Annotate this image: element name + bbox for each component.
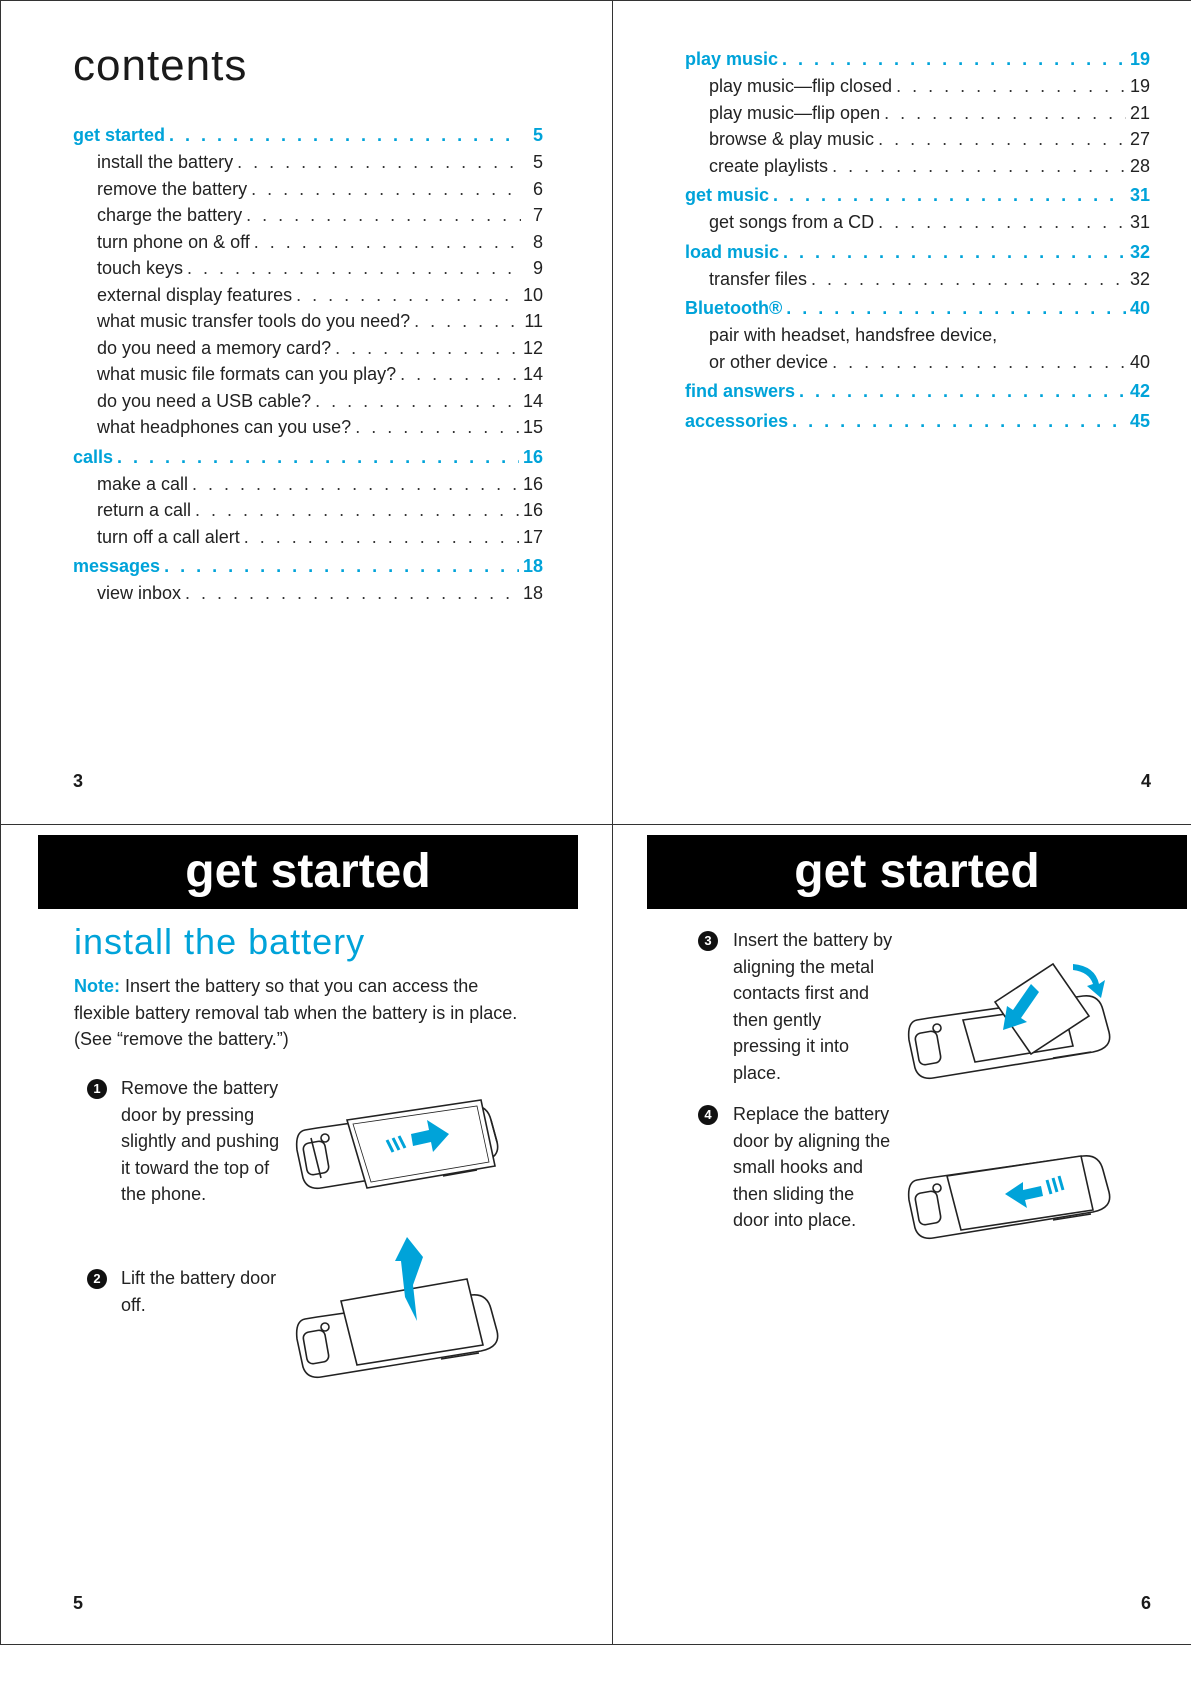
toc-page-number: 16 — [522, 446, 543, 467]
toc-entry-row[interactable] — [73, 524, 543, 551]
toc-leader-dots — [878, 209, 1126, 236]
toc-entry-row[interactable] — [685, 100, 1150, 127]
toc-leader-dots — [792, 408, 1126, 435]
toc-leader-dots — [782, 46, 1126, 73]
toc-page-number: 31 — [1129, 212, 1150, 232]
step-line: Remove the battery — [121, 1078, 279, 1098]
toc-leader-dots — [246, 202, 521, 229]
toc-leader-dots — [783, 239, 1126, 266]
toc-leader-dots — [414, 308, 520, 335]
toc-page-number: 8 — [532, 231, 543, 252]
toc-entry-title: turn phone on & off — [97, 229, 254, 256]
toc-entry-row[interactable] — [73, 308, 543, 335]
toc-entry-title: install the battery — [97, 149, 237, 176]
toc-leader-dots — [195, 497, 519, 524]
toc-leader-dots — [878, 126, 1126, 153]
toc-entry-title: charge the battery — [97, 202, 246, 229]
toc-entry-row[interactable] — [73, 282, 543, 309]
toc-page-number: 42 — [1129, 381, 1150, 401]
toc-leader-dots — [884, 100, 1126, 127]
toc-leader-dots — [355, 414, 519, 441]
step-number-3: 3 — [698, 931, 718, 951]
toc-page-number: 11 — [524, 311, 543, 331]
phone-battery-insert-illustration — [903, 950, 1133, 1100]
toc-entry-row[interactable] — [73, 229, 543, 256]
step-line: door into place. — [733, 1210, 857, 1230]
toc-entry-row[interactable] — [73, 497, 543, 524]
toc-leader-dots — [117, 444, 519, 471]
toc-entry-title: do you need a memory card? — [97, 335, 335, 362]
toc-page-number: 19 — [1129, 76, 1150, 96]
step-line: Insert the battery by — [733, 930, 893, 950]
toc-leader-dots — [799, 378, 1126, 405]
toc-page-number: 14 — [522, 390, 543, 411]
page-5 — [0, 825, 612, 1645]
toc-entry-title: get songs from a CD — [709, 209, 878, 236]
step-line: slightly and pushing — [121, 1131, 280, 1151]
toc-section-row[interactable] — [685, 295, 1150, 322]
toc-entry-title: or other device — [709, 349, 832, 376]
step-line: then sliding the — [733, 1183, 855, 1204]
toc-page-number: 31 — [1129, 185, 1150, 205]
toc-entry-row[interactable] — [685, 73, 1150, 100]
step-line: Lift the battery door — [121, 1268, 277, 1288]
toc-page-number: 9 — [532, 258, 543, 278]
toc-leader-dots — [244, 524, 519, 551]
page-3 — [0, 0, 612, 825]
toc-entry-title: touch keys — [97, 255, 187, 282]
section-heading: install the battery — [74, 921, 366, 962]
toc-page-number: 32 — [1129, 241, 1150, 262]
toc-page-number: 5 — [532, 152, 543, 172]
step-number-1: 1 — [87, 1079, 107, 1099]
toc-leader-dots — [185, 580, 519, 607]
toc-page-number: 10 — [522, 284, 543, 305]
toc-entry-title: what music transfer tools do you need? — [97, 308, 414, 335]
toc-page-number: 14 — [522, 364, 543, 384]
toc-page-number: 21 — [1129, 102, 1150, 123]
toc-section-title: get started — [73, 122, 169, 149]
toc-page-number: 18 — [522, 583, 543, 603]
chapter-banner: get started — [647, 835, 1187, 909]
toc-entry-row[interactable] — [73, 202, 543, 229]
step-line: Replace the battery — [733, 1104, 890, 1124]
toc-entry-title: external display features — [97, 282, 296, 309]
toc-page-3 — [73, 119, 543, 607]
step-line: contacts first and — [733, 983, 870, 1003]
step-line: then gently — [733, 1009, 822, 1030]
toc-entry-row[interactable] — [73, 388, 543, 415]
step-number-2: 2 — [87, 1269, 107, 1289]
toc-section-row[interactable] — [685, 239, 1150, 266]
phone-battery-lift-illustration — [291, 1235, 521, 1395]
toc-page-number: 12 — [522, 337, 543, 358]
toc-leader-dots — [811, 266, 1126, 293]
toc-section-title: accessories — [685, 408, 792, 435]
toc-page-4 — [685, 43, 1150, 435]
toc-entry-row[interactable] — [73, 471, 543, 498]
toc-entry-title: do you need a USB cable? — [97, 388, 315, 415]
step-4-text — [733, 1101, 913, 1234]
toc-entry-row[interactable] — [685, 209, 1150, 236]
toc-leader-dots — [786, 295, 1126, 322]
toc-page-number: 5 — [532, 125, 543, 145]
page-6 — [612, 825, 1191, 1645]
toc-section-title: get music — [685, 182, 773, 209]
toc-entry-row[interactable] — [73, 361, 543, 388]
toc-leader-dots — [296, 282, 519, 309]
step-line: the phone. — [121, 1184, 207, 1204]
toc-entry-row[interactable] — [685, 126, 1150, 153]
toc-entry-row[interactable] — [73, 580, 543, 607]
toc-page-number: 6 — [532, 178, 543, 199]
toc-entry-title: what music file formats can you play? — [97, 361, 400, 388]
toc-entry-title: remove the battery — [97, 176, 251, 203]
page-number: 6 — [1141, 1593, 1152, 1613]
page-number: 3 — [73, 771, 84, 791]
step-line: pressing it into — [733, 1036, 850, 1056]
note-line: flexible battery removal tab when the battery is in place. — [74, 1002, 518, 1023]
toc-entry-title: play music—flip open — [709, 100, 884, 127]
note-line: (See “remove the battery.”) — [74, 1029, 289, 1049]
toc-section-row[interactable] — [73, 553, 543, 580]
note-line: Insert the battery so that you can access the — [125, 976, 479, 996]
toc-entry-title: play music—flip closed — [709, 73, 896, 100]
toc-entry-title: create playlists — [709, 153, 832, 180]
toc-page-number: 18 — [522, 556, 543, 576]
note-paragraph — [74, 973, 594, 1053]
toc-entry-row[interactable] — [685, 322, 1150, 349]
step-line: it toward the top of — [121, 1157, 270, 1178]
toc-section-row[interactable] — [685, 408, 1150, 435]
toc-entry-title: pair with headset, handsfree device, — [709, 322, 1001, 349]
toc-entry-row[interactable] — [73, 335, 543, 362]
toc-leader-dots — [896, 73, 1126, 100]
toc-entry-row[interactable] — [685, 266, 1150, 293]
page-number: 4 — [1141, 771, 1152, 791]
toc-section-title: calls — [73, 444, 117, 471]
toc-section-title: play music — [685, 46, 782, 73]
toc-entry-title: return a call — [97, 497, 195, 524]
toc-page-number: 40 — [1129, 351, 1150, 372]
toc-leader-dots — [251, 176, 521, 203]
toc-section-row[interactable] — [685, 182, 1150, 209]
toc-leader-dots — [315, 388, 519, 415]
page-number: 5 — [73, 1593, 84, 1613]
toc-entry-row[interactable] — [73, 414, 543, 441]
toc-page-number: 15 — [522, 417, 543, 437]
toc-page-number: 17 — [522, 526, 543, 547]
contents-title: contents — [73, 41, 248, 90]
step-line: aligning the metal — [733, 956, 875, 977]
step-line: off. — [121, 1294, 146, 1315]
toc-entry-title: view inbox — [97, 580, 185, 607]
toc-page-number: 27 — [1129, 129, 1150, 149]
toc-section-row[interactable] — [685, 378, 1150, 405]
chapter-banner: get started — [38, 835, 578, 909]
toc-leader-dots — [169, 122, 521, 149]
toc-entry-title: browse & play music — [709, 126, 878, 153]
toc-entry-row[interactable] — [685, 153, 1150, 180]
toc-leader-dots — [832, 349, 1126, 376]
toc-page-number: 28 — [1129, 155, 1150, 176]
note-label: Note: — [74, 976, 120, 996]
toc-section-title: load music — [685, 239, 783, 266]
toc-leader-dots — [832, 153, 1126, 180]
toc-entry-title: transfer files — [709, 266, 811, 293]
toc-leader-dots — [400, 361, 519, 388]
toc-section-row[interactable] — [685, 46, 1150, 73]
step-1-text — [121, 1075, 301, 1208]
step-line: door by aligning the — [733, 1130, 891, 1151]
toc-page-number: 40 — [1129, 298, 1150, 318]
phone-battery-door-replace-illustration — [903, 1140, 1133, 1260]
step-line: small hooks and — [733, 1157, 864, 1177]
toc-leader-dots — [335, 335, 519, 362]
toc-entry-title: make a call — [97, 471, 192, 498]
toc-section-row[interactable] — [73, 122, 543, 149]
toc-leader-dots — [192, 471, 519, 498]
toc-section-title: find answers — [685, 378, 799, 405]
toc-entry-title: what headphones can you use? — [97, 414, 355, 441]
page-4 — [612, 0, 1191, 825]
step-line: place. — [733, 1062, 782, 1083]
toc-leader-dots — [773, 182, 1126, 209]
toc-entry-row[interactable] — [73, 149, 543, 176]
toc-leader-dots — [254, 229, 521, 256]
step-number-4: 4 — [698, 1105, 718, 1125]
toc-page-number: 32 — [1129, 268, 1150, 289]
step-2-text — [121, 1265, 301, 1318]
toc-leader-dots — [187, 255, 521, 282]
toc-section-title: Bluetooth® — [685, 295, 786, 322]
toc-entry-title: turn off a call alert — [97, 524, 244, 551]
toc-page-number: 16 — [522, 473, 543, 494]
phone-battery-door-illustration — [291, 1090, 521, 1210]
toc-section-row[interactable] — [73, 444, 543, 471]
toc-leader-dots — [164, 553, 519, 580]
toc-entry-row[interactable] — [73, 255, 543, 282]
toc-entry-row[interactable] — [685, 349, 1150, 376]
toc-entry-row[interactable] — [73, 176, 543, 203]
toc-page-number: 45 — [1129, 411, 1150, 431]
toc-section-title: messages — [73, 553, 164, 580]
toc-page-number: 16 — [522, 500, 543, 520]
step-line: door by pressing — [121, 1104, 255, 1125]
step-3-text — [733, 927, 913, 1086]
toc-page-number: 19 — [1129, 49, 1150, 69]
toc-page-number: 7 — [532, 205, 543, 225]
toc-leader-dots — [237, 149, 521, 176]
